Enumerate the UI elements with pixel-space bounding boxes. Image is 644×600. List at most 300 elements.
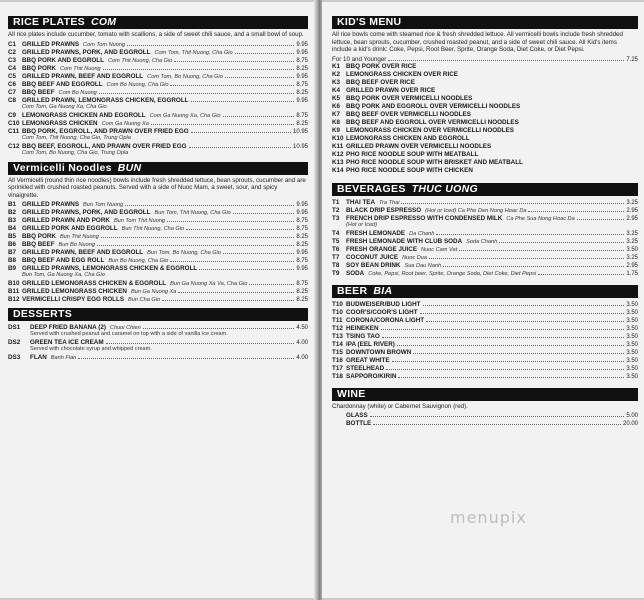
item-code: DS1: [8, 324, 21, 332]
item-price: 8.25: [296, 234, 308, 241]
item-code: T7: [332, 253, 340, 261]
item-vietnamese-name: Com Thit Nuong, Cha Gio: [107, 57, 173, 64]
item-name: PHO RICE NOODLE SOUP WITH MEATBALL: [346, 150, 479, 158]
menu-item-row: [346, 419, 638, 427]
item-code: T16: [332, 356, 343, 364]
item-code: K11: [332, 142, 344, 150]
leader-dots: [235, 48, 295, 54]
item-name: GRILLED PRAWN AND PORK: [22, 217, 110, 225]
item-code: DS3: [8, 354, 21, 362]
item-price: 8.25: [296, 289, 308, 296]
leader-dots: [101, 232, 295, 238]
item-name: GRILLED LEMONGRASS CHICKEN & EGGROLL: [22, 280, 167, 288]
item-name: FRESH ORANGE JUICE: [346, 245, 418, 253]
menu-item-row: [332, 300, 638, 308]
item-price: 2.95: [626, 262, 638, 269]
item-name: LEMONGRASS CHICKEN: [22, 119, 98, 127]
kids-age-row: [332, 55, 638, 63]
leader-dots: [381, 324, 625, 330]
item-price: 3.25: [626, 238, 638, 245]
item-vietnamese-name: Ca Phe Sua Nong Hoac Da: [506, 215, 575, 222]
item-note: Com Tom, Bo Nuong, Cha Gio, Trung Opla: [22, 149, 129, 156]
menu-item-row: [8, 232, 308, 240]
menu-item-row: [332, 340, 638, 348]
item-name: GRILLED PRAWNS, LEMONGRASS CHICKEN & EGGROLL: [22, 265, 198, 273]
leader-dots: [401, 198, 624, 204]
menu-item-row: [8, 80, 308, 88]
item-name: BBQ PORK OVER VERMICELLI NOODLES: [346, 94, 473, 102]
item-name: BBQ BEEF AND EGGROLL OVER VERMICELLI NOODLES: [346, 118, 519, 126]
item-vietnamese-name: Bun Cha Gio: [128, 297, 161, 304]
item-code: K8: [332, 118, 341, 126]
menu-item-row: [332, 308, 638, 316]
item-name: GREEN TEA ICE CREAM: [30, 339, 104, 347]
item-vietnamese-name: Bun Tom Nuong: [83, 202, 124, 209]
item-vietnamese-name: Coke, Pepsi, Root beer, Sprite, Orange Soda, Diet Coke, Diet Pepsi: [368, 270, 537, 277]
item-code: C12: [8, 142, 20, 150]
rice-plates-list: [8, 40, 308, 157]
menu-item-row: [8, 142, 308, 150]
menu-item-row: [332, 151, 638, 159]
item-name: GREAT WHITE: [346, 356, 390, 364]
leader-dots: [225, 72, 294, 78]
item-name: GRILLED PORK AND EGGROLL: [22, 225, 118, 233]
item-code: B6: [8, 241, 17, 249]
leader-dots: [127, 40, 294, 46]
leader-dots: [170, 80, 294, 86]
item-name: GRILLED LEMONGRASS CHICKEN: [22, 288, 127, 296]
desserts-list: [8, 323, 308, 361]
leader-dots: [151, 119, 294, 125]
item-code: B12: [8, 296, 20, 304]
kids-price: 7.25: [626, 56, 638, 63]
leader-dots: [373, 419, 621, 425]
item-code: B8: [8, 257, 17, 265]
item-price: 9.95: [296, 97, 308, 104]
item-name: BBQ BEEF: [22, 241, 55, 249]
item-name: GRILLED PRAWNS: [22, 201, 80, 209]
item-name: TSING TAO: [346, 332, 380, 340]
leader-dots: [99, 88, 295, 94]
leader-dots: [178, 287, 294, 293]
item-code: T6: [332, 245, 340, 253]
item-price: 3.25: [626, 254, 638, 261]
leader-dots: [143, 323, 295, 329]
item-price: 3.50: [626, 246, 638, 253]
item-price: 4.00: [296, 340, 308, 347]
leader-dots: [443, 261, 624, 267]
item-vietnamese-name: Bun Tom, Bo Nuong, Cha Gio: [147, 250, 221, 257]
item-vietnamese-name: Bun Tom Thit Nuong: [113, 218, 166, 225]
item-vietnamese-name: Tra Thai: [379, 199, 400, 206]
item-price: 8.25: [296, 89, 308, 96]
item-code: T12: [332, 324, 343, 332]
item-code: T18: [332, 372, 343, 380]
item-name: GRILLED PRAWNS, PORK, AND EGGROLL: [22, 48, 151, 56]
beer-list: [332, 300, 638, 380]
item-vietnamese-name: Nuoc Cam Vat: [421, 246, 458, 253]
item-name: BBQ BEEF AND EGGROLL: [22, 80, 103, 88]
leader-dots: [233, 208, 295, 214]
item-name: SODA: [346, 269, 365, 277]
item-name: BBQ BEEF OVER RICE: [346, 78, 415, 86]
item-price: 9.95: [296, 41, 308, 48]
item-code: K2: [332, 70, 341, 78]
item-code: C3: [8, 56, 17, 64]
item-price: 4.00: [296, 355, 308, 362]
leader-dots: [386, 364, 624, 370]
item-vietnamese-name: Bun Bo Nuong: [58, 242, 95, 249]
item-vietnamese-name: Com Thit Nuong: [59, 65, 101, 72]
item-price: 9.95: [296, 49, 308, 56]
menu-item-row: [8, 256, 308, 264]
menu-item-row: [8, 240, 308, 248]
leader-dots: [97, 240, 294, 246]
menu-item-row: [8, 40, 308, 48]
leader-dots: [429, 253, 624, 259]
item-name: FRENCH DRIP ESPRESSO WITH CONDENSED MILK: [346, 214, 503, 222]
item-code: C6: [8, 80, 17, 88]
item-code: T15: [332, 348, 343, 356]
item-vietnamese-name: Com Ga Nuong Xa: [101, 120, 149, 127]
item-name: LEMONGRASS CHICKEN OVER RICE: [346, 70, 458, 78]
item-name: STEELHEAD: [346, 364, 385, 372]
kids-age-note: For 10 and Younger: [332, 55, 387, 63]
menu-item-row: [8, 224, 308, 232]
item-name: HEINEKEN: [346, 324, 379, 332]
leader-dots: [577, 214, 625, 220]
item-code: T9: [332, 269, 340, 277]
menu-item-row: [332, 372, 638, 380]
item-vietnamese-name: Bun Thit Nuong, Cha Gio: [121, 226, 185, 233]
item-name: BUDWEISER/BUD LIGHT: [346, 300, 421, 308]
item-vietnamese-name: Com Tom Nuong: [83, 41, 126, 48]
rice-plates-description: All rice plates include cucumber, tomato with scallions, a side of sweet chili sauce, and a small bowl of soup.: [8, 31, 304, 38]
item-price: 4.50: [296, 325, 308, 332]
vermicelli-list: [8, 200, 308, 303]
item-code: C2: [8, 48, 17, 56]
menu-item-row: [8, 279, 308, 287]
item-code: C7: [8, 88, 17, 96]
leader-dots: [103, 64, 295, 70]
item-name: FRESH LEMONADE: [346, 229, 406, 237]
menu-item-row: [8, 200, 308, 208]
item-name: BBQ PORK AND EGGROLL: [22, 56, 104, 64]
item-name: VERMICELLI CRISPY EGG ROLLS: [22, 296, 125, 304]
item-name: BBQ BEEF OVER VERMICELLI NOODLES: [346, 110, 471, 118]
item-vietnamese-name: Chuoi Chien: [109, 325, 141, 332]
wine-list: [332, 411, 638, 427]
leader-dots: [370, 411, 625, 417]
item-price: 3.50: [626, 325, 638, 332]
menu-item-row: [8, 64, 308, 72]
item-code: B3: [8, 217, 17, 225]
item-code: T2: [332, 206, 340, 214]
item-code: K4: [332, 86, 341, 94]
leader-dots: [249, 279, 294, 285]
item-price: 8.75: [296, 57, 308, 64]
leader-dots: [436, 229, 624, 235]
item-code: T11: [332, 316, 343, 324]
menu-item-row: [332, 269, 638, 277]
menu-item-row: [8, 88, 308, 96]
item-vietnamese-name: Com Bo Nuong: [58, 89, 97, 96]
item-vietnamese-name: Nuoc Dua: [402, 254, 428, 261]
rice-plates-header: RICE PLATES COM: [8, 16, 308, 29]
item-code: C10: [8, 119, 20, 127]
item-vietnamese-name: Bun Thit Nuong: [59, 234, 99, 241]
item-name: PHO RICE NOODLE SOUP WITH CHICKEN: [346, 166, 473, 174]
item-price: 3.50: [626, 373, 638, 380]
item-code: T4: [332, 229, 340, 237]
item-price: 8.75: [296, 226, 308, 233]
item-price: 3.50: [626, 341, 638, 348]
menu-item-row: [332, 127, 638, 135]
item-code: B7: [8, 249, 17, 257]
menu-page-left: [0, 2, 316, 598]
item-price: 8.75: [296, 81, 308, 88]
wine-description: Chardonnay (white) or Cabernet Sauvignon (red).: [332, 402, 468, 410]
menu-item-row: [8, 72, 308, 80]
item-code: T14: [332, 340, 343, 348]
leader-dots: [125, 200, 294, 206]
item-vietnamese-name: Com Tom, Bo Nuong, Cha Gio: [147, 73, 223, 80]
leader-dots: [189, 142, 291, 148]
item-price: 8.25: [296, 297, 308, 304]
menu-item-row: [8, 264, 308, 272]
menu-item-row: [332, 206, 638, 214]
leader-dots: [170, 256, 294, 262]
leader-dots: [78, 353, 294, 359]
item-name: BBQ PORK OVER RICE: [346, 62, 417, 70]
menu-item-row: [332, 71, 638, 79]
item-vietnamese-name: Com Ga Nuong Xa, Cha Gio: [149, 112, 221, 119]
menu-item-row: [332, 237, 638, 245]
item-code: T5: [332, 237, 340, 245]
kids-menu-header: KID'S MENU: [332, 16, 638, 29]
menu-item-row: [8, 248, 308, 256]
leader-dots: [413, 348, 624, 354]
item-price: 8.75: [296, 112, 308, 119]
item-vietnamese-name: Bun Tom, Thit Nuong, Cha Gio: [154, 210, 231, 217]
watermark-logo: menupix: [450, 508, 527, 527]
menu-item-row: [332, 95, 638, 103]
menu-item-row: [8, 338, 308, 346]
item-vietnamese-name: Com Tom, Thit Nuong, Cha Gio: [154, 49, 233, 56]
item-price: 2.95: [626, 215, 638, 222]
item-name: BBQ BEEF AND EGG ROLL: [22, 257, 105, 265]
menu-item-row: [8, 295, 308, 303]
item-code: K14: [332, 166, 344, 174]
item-code: K12: [332, 150, 344, 158]
item-price: 3.50: [626, 317, 638, 324]
item-name: GLASS: [346, 412, 368, 420]
menu-item-row: [332, 316, 638, 324]
item-vietnamese-name: Sua Dau Nanh: [404, 262, 442, 269]
menu-item-row: [332, 348, 638, 356]
item-name: GRILLED PRAWN, BEEF AND EGGROLL: [22, 249, 144, 257]
item-name: BBQ BEEF: [22, 88, 55, 96]
menu-item-row: [8, 127, 308, 135]
item-name: BLACK DRIP ESPRESSO: [346, 206, 422, 214]
menu-item-row: [332, 103, 638, 111]
item-name: PHO RICE NOODLE SOUP WITH BRISKET AND MEATBALL: [346, 158, 523, 166]
leader-dots: [538, 269, 624, 275]
item-note: (Hot or Iced): [346, 221, 378, 228]
leader-dots: [528, 206, 624, 212]
kids-menu-description: All rice bowls come with steamed rice & fresh shredded lettuce. All vermicelli bowls include fresh shredded lettuce, bean sprouts, cucumber, crushed roasted peanut, and a side of sweet chili sauce. All Kid's items include a kid's drink: Coke, Pepsi, Root Beer, Sprite, Orange Soda, Diet Coke, or Diet Pepsi.: [332, 31, 623, 54]
item-price: 10.95: [292, 128, 308, 135]
item-name: GRILLED PRAWN, BEEF AND EGGROLL: [22, 72, 144, 80]
menu-item-row: [332, 79, 638, 87]
beverages-header: BEVERAGES THUC UONG: [332, 183, 638, 196]
item-note: Served with chocolate syrup and whipped cream.: [30, 346, 152, 353]
item-name: BBQ BEEF, EGGROLL, AND PRAWN OVER FRIED EGG: [22, 142, 187, 150]
menu-item-row: [332, 143, 638, 151]
item-code: T10: [332, 300, 343, 308]
item-name: GRILLED PRAWNS: [22, 40, 80, 48]
item-code: T8: [332, 261, 340, 269]
leader-dots: [223, 248, 294, 254]
item-name: LEMONGRASS CHICKEN OVER VERMICELLI NOODLES: [346, 126, 514, 134]
item-price: 3.25: [626, 199, 638, 206]
item-price: 20.00: [622, 421, 638, 428]
item-code: C4: [8, 64, 17, 72]
item-price: 5.00: [626, 413, 638, 420]
leader-dots: [423, 300, 625, 306]
menu-item-row: [8, 56, 308, 64]
item-code: K3: [332, 78, 341, 86]
item-code: B2: [8, 209, 17, 217]
item-code: B10: [8, 280, 20, 288]
item-name: LEMONGRASS CHICKEN AND EGGROLL: [22, 111, 146, 119]
leader-dots: [382, 332, 624, 338]
item-code: C9: [8, 111, 17, 119]
item-vietnamese-name: Bun Ga Nuong Xa: [130, 289, 177, 296]
item-price: 9.95: [296, 210, 308, 217]
item-price: 3.25: [626, 230, 638, 237]
menu-item-row: [332, 364, 638, 372]
item-price: 8.25: [296, 120, 308, 127]
leader-dots: [420, 308, 625, 314]
item-price: 8.25: [296, 242, 308, 249]
desserts-header: DESSERTS: [8, 308, 308, 321]
item-code: T3: [332, 214, 340, 222]
item-name: FLAN: [30, 354, 47, 362]
menu-item-row: [8, 287, 308, 295]
leader-dots: [499, 237, 624, 243]
leader-dots: [392, 356, 625, 362]
item-price: 8.75: [296, 218, 308, 225]
item-vietnamese-name: Da Chanh: [409, 230, 435, 237]
beer-header: BEER BIA: [332, 285, 638, 298]
item-code: B11: [8, 288, 20, 296]
menu-item-row: [332, 214, 638, 222]
item-price: 8.75: [296, 258, 308, 265]
item-name: GRILLED PRAWN, LEMONGRASS CHICKEN, EGGROLL: [22, 96, 189, 104]
item-code: DS2: [8, 339, 21, 347]
item-note: Served with crushed peanut and caramel on top with a side of vanilla ice cream.: [30, 331, 228, 338]
item-price: 3.50: [626, 309, 638, 316]
item-name: GRILLED PRAWN OVER RICE: [346, 86, 436, 94]
menu-item-row: [332, 119, 638, 127]
menu-item-row: [332, 111, 638, 119]
item-name: DOWNTOWN BROWN: [346, 348, 412, 356]
item-name: COCONUT JUICE: [346, 253, 399, 261]
item-name: GRILLED PRAWNS, PORK, AND EGGROLL: [22, 209, 151, 217]
item-name: BBQ PORK AND EGGROLL OVER VERMICELLI NOODLES: [346, 102, 521, 110]
item-price: 9.95: [296, 202, 308, 209]
leader-dots: [162, 295, 294, 301]
item-price: 1.75: [626, 270, 638, 277]
item-code: K9: [332, 126, 341, 134]
item-code: K13: [332, 158, 344, 166]
item-name: THAI TEA: [346, 198, 376, 206]
menu-item-row: [332, 135, 638, 143]
menu-item-row: [332, 159, 638, 167]
leader-dots: [426, 316, 624, 322]
leader-dots: [106, 338, 295, 344]
wine-header: WINE: [332, 388, 638, 401]
item-code: C11: [8, 127, 20, 135]
item-price: 3.50: [626, 301, 638, 308]
item-code: T13: [332, 332, 343, 340]
item-name: BOTTLE: [346, 420, 372, 428]
item-code: T1: [332, 198, 340, 206]
item-code: B5: [8, 233, 17, 241]
item-code: K10: [332, 134, 344, 142]
menu-item-row: [8, 111, 308, 119]
item-price: 9.95: [296, 266, 308, 273]
item-note: Com Tom, Ga Nuong Xa, Cha Gio: [22, 103, 107, 110]
beverages-list: [332, 198, 638, 277]
item-name: LEMONGRASS CHICKEN AND EGGROLL: [346, 134, 470, 142]
item-name: GRILLED PRAWN OVER VERMICELLI NOODLES: [346, 142, 492, 150]
menu-item-row: [8, 353, 308, 361]
menu-item-row: [332, 324, 638, 332]
item-price: 3.50: [626, 349, 638, 356]
menu-item-row: [332, 167, 638, 175]
leader-dots: [191, 96, 295, 102]
item-code: K5: [332, 94, 341, 102]
leader-dots: [174, 56, 294, 62]
vermicelli-header: Vermicelli Noodles BUN: [8, 162, 308, 175]
item-vietnamese-name: Bun Bo Nuong, Cha Gio: [108, 258, 169, 265]
item-name: BBQ PORK: [22, 64, 56, 72]
item-price: 3.50: [626, 357, 638, 364]
leader-dots: [191, 127, 291, 133]
item-vietnamese-name: Com Bo Nuong, Cha Gio: [106, 81, 169, 88]
menu-item-row: [332, 87, 638, 95]
item-code: K7: [332, 110, 341, 118]
item-code: B9: [8, 265, 17, 273]
item-vietnamese-name: (Hot or Iced) Ca Phe Den Nong Hoac Da: [425, 207, 527, 214]
menu-item-row: [332, 332, 638, 340]
menu-item-row: [332, 63, 638, 71]
item-code: T17: [332, 364, 343, 372]
item-price: 8.75: [296, 281, 308, 288]
leader-dots: [397, 340, 624, 346]
item-name: BBQ PORK, EGGROLL, AND PRAWN OVER FRIED EGG: [22, 127, 189, 135]
menu-item-row: [332, 356, 638, 364]
item-price: 8.25: [296, 65, 308, 72]
item-price: 9.95: [296, 73, 308, 80]
menu-item-row: [8, 323, 308, 331]
kids-menu-list: [332, 63, 638, 175]
item-code: T10: [332, 308, 343, 316]
item-name: SOY BEAN DRINK: [346, 261, 401, 269]
leader-dots: [199, 264, 294, 270]
